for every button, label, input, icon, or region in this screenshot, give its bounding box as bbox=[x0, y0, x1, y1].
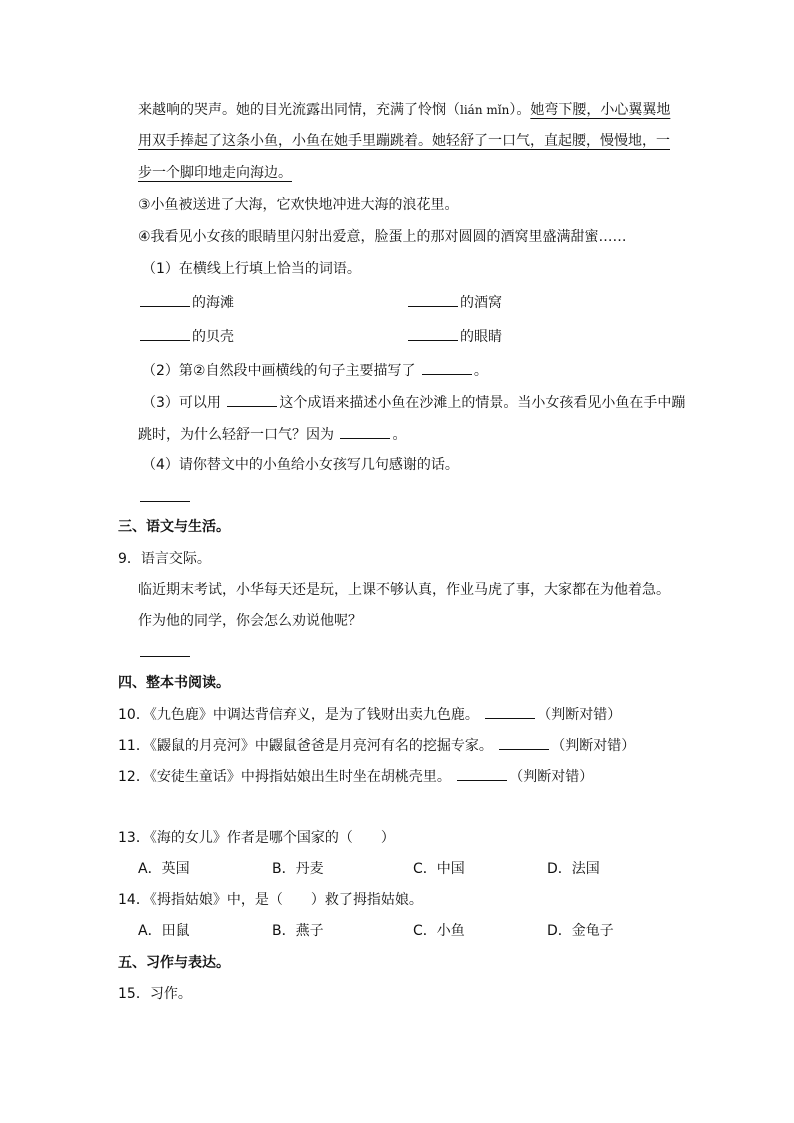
judge-hint: （判断对错） bbox=[509, 769, 594, 785]
answer-blank[interactable] bbox=[340, 424, 390, 439]
underlined-sentence: 用双手捧起了这条小鱼，小鱼在她手里蹦跳着。 bbox=[138, 133, 432, 149]
question-14: 14．《拇指姑娘》中，是（ ）救了拇指姑娘。 bbox=[118, 892, 423, 908]
paragraph-4: ④我看见小女孩的眼睛里闪射出爱意，脸蛋上的那对圆圆的酒窝里盛满甜蜜…… bbox=[138, 229, 627, 245]
question-text: （2）第②自然段中画横线的句子主要描写了 bbox=[142, 363, 416, 379]
underlined-sentence: 她轻舒了一口气，直起腰，慢慢地，一 bbox=[432, 133, 670, 149]
question-11 bbox=[118, 735, 635, 756]
q14-option-a[interactable]: A．田鼠 bbox=[138, 923, 190, 939]
question-text: 12．《安徒生童话》中拇指姑娘出生时坐在胡桃壳里。 bbox=[118, 769, 451, 785]
answer-blank[interactable] bbox=[408, 326, 458, 341]
question-text: （3）可以用 bbox=[142, 395, 221, 411]
paragraph-3: ③小鱼被送进了大海，它欢快地冲进大海的浪花里。 bbox=[138, 197, 459, 213]
q13-option-b[interactable]: B．丹麦 bbox=[272, 861, 324, 877]
passage-text: ）。 bbox=[509, 102, 531, 118]
judge-hint: （判断对错） bbox=[537, 707, 622, 723]
passage-line-1 bbox=[138, 100, 670, 120]
question-text: 跳时，为什么轻舒一口气？因为 bbox=[138, 427, 334, 443]
underlined-sentence: 步一个脚印地走向海边。 bbox=[138, 165, 292, 181]
pinyin-annotation: lián mǐn bbox=[460, 103, 510, 117]
q14-option-b[interactable]: B．燕子 bbox=[272, 923, 324, 939]
question-4-prompt: （4）请你替文中的小鱼给小女孩写几句感谢的话。 bbox=[142, 457, 459, 473]
question-text: 这个成语来描述小鱼在沙滩上的情景。当小女孩看见小鱼在手中蹦 bbox=[279, 395, 686, 411]
question-9-label: 9．语言交际。 bbox=[118, 551, 211, 567]
question-text: 。 bbox=[473, 363, 488, 379]
answer-blank[interactable] bbox=[140, 487, 190, 502]
q13-option-a[interactable]: A．英国 bbox=[138, 861, 190, 877]
question-9-line-2: 作为他的同学，你会怎么劝说他呢？ bbox=[138, 613, 362, 629]
question-text: 。 bbox=[392, 427, 407, 443]
section-3-title: 三、语文与生活。 bbox=[118, 519, 230, 535]
question-9-answer bbox=[138, 642, 192, 663]
question-text: 11．《鼹鼠的月亮河》中鼹鼠爸爸是月亮河有名的挖掘专家。 bbox=[118, 738, 493, 754]
passage-text: 来越响的哭声。她的目光流露出同情，充满了怜悯（ bbox=[138, 102, 460, 118]
q14-option-c[interactable]: C．小鱼 bbox=[413, 923, 465, 939]
passage-line-2 bbox=[138, 131, 670, 151]
question-9-line-1: 临近期末考试，小华每天还是玩，上课不够认真，作业马虎了事，大家都在为他着急。 bbox=[138, 582, 670, 598]
fill-item-4 bbox=[406, 326, 502, 347]
fill-item-3 bbox=[138, 326, 234, 347]
question-3-line-2 bbox=[138, 424, 406, 445]
answer-blank[interactable] bbox=[140, 326, 190, 341]
answer-blank[interactable] bbox=[408, 292, 458, 307]
question-15-label: 15．习作。 bbox=[118, 986, 192, 1002]
section-4-title: 四、整本书阅读。 bbox=[118, 675, 230, 691]
answer-blank[interactable] bbox=[422, 360, 472, 375]
question-12 bbox=[118, 766, 593, 787]
answer-blank[interactable] bbox=[485, 704, 535, 719]
underlined-sentence: 她弯下腰，小心翼翼地 bbox=[530, 102, 671, 118]
question-4-answer bbox=[138, 487, 192, 508]
question-10 bbox=[118, 704, 621, 725]
question-3-line-1 bbox=[142, 392, 685, 413]
fill-item-2 bbox=[406, 292, 502, 313]
fill-label: 的海滩 bbox=[192, 295, 234, 311]
q13-option-c[interactable]: C．中国 bbox=[413, 861, 465, 877]
fill-label: 的贝壳 bbox=[192, 329, 234, 345]
passage-line-3 bbox=[138, 163, 292, 183]
answer-blank[interactable] bbox=[140, 292, 190, 307]
judge-hint: （判断对错） bbox=[551, 738, 636, 754]
answer-blank[interactable] bbox=[499, 735, 549, 750]
q13-option-d[interactable]: D．法国 bbox=[547, 861, 600, 877]
fill-item-1 bbox=[138, 292, 234, 313]
answer-blank[interactable] bbox=[457, 766, 507, 781]
question-text: 10．《九色鹿》中调达背信弃义，是为了钱财出卖九色鹿。 bbox=[118, 707, 479, 723]
question-2 bbox=[142, 360, 488, 381]
fill-label: 的酒窝 bbox=[460, 295, 502, 311]
question-1-prompt: （1）在横线上行填上恰当的词语。 bbox=[142, 261, 361, 277]
q14-option-d[interactable]: D．金龟子 bbox=[547, 923, 614, 939]
answer-blank[interactable] bbox=[140, 642, 190, 657]
answer-blank[interactable] bbox=[227, 392, 277, 407]
section-5-title: 五、习作与表达。 bbox=[118, 955, 230, 971]
fill-label: 的眼睛 bbox=[460, 329, 502, 345]
question-13: 13．《海的女儿》作者是哪个国家的（ ） bbox=[118, 830, 395, 846]
